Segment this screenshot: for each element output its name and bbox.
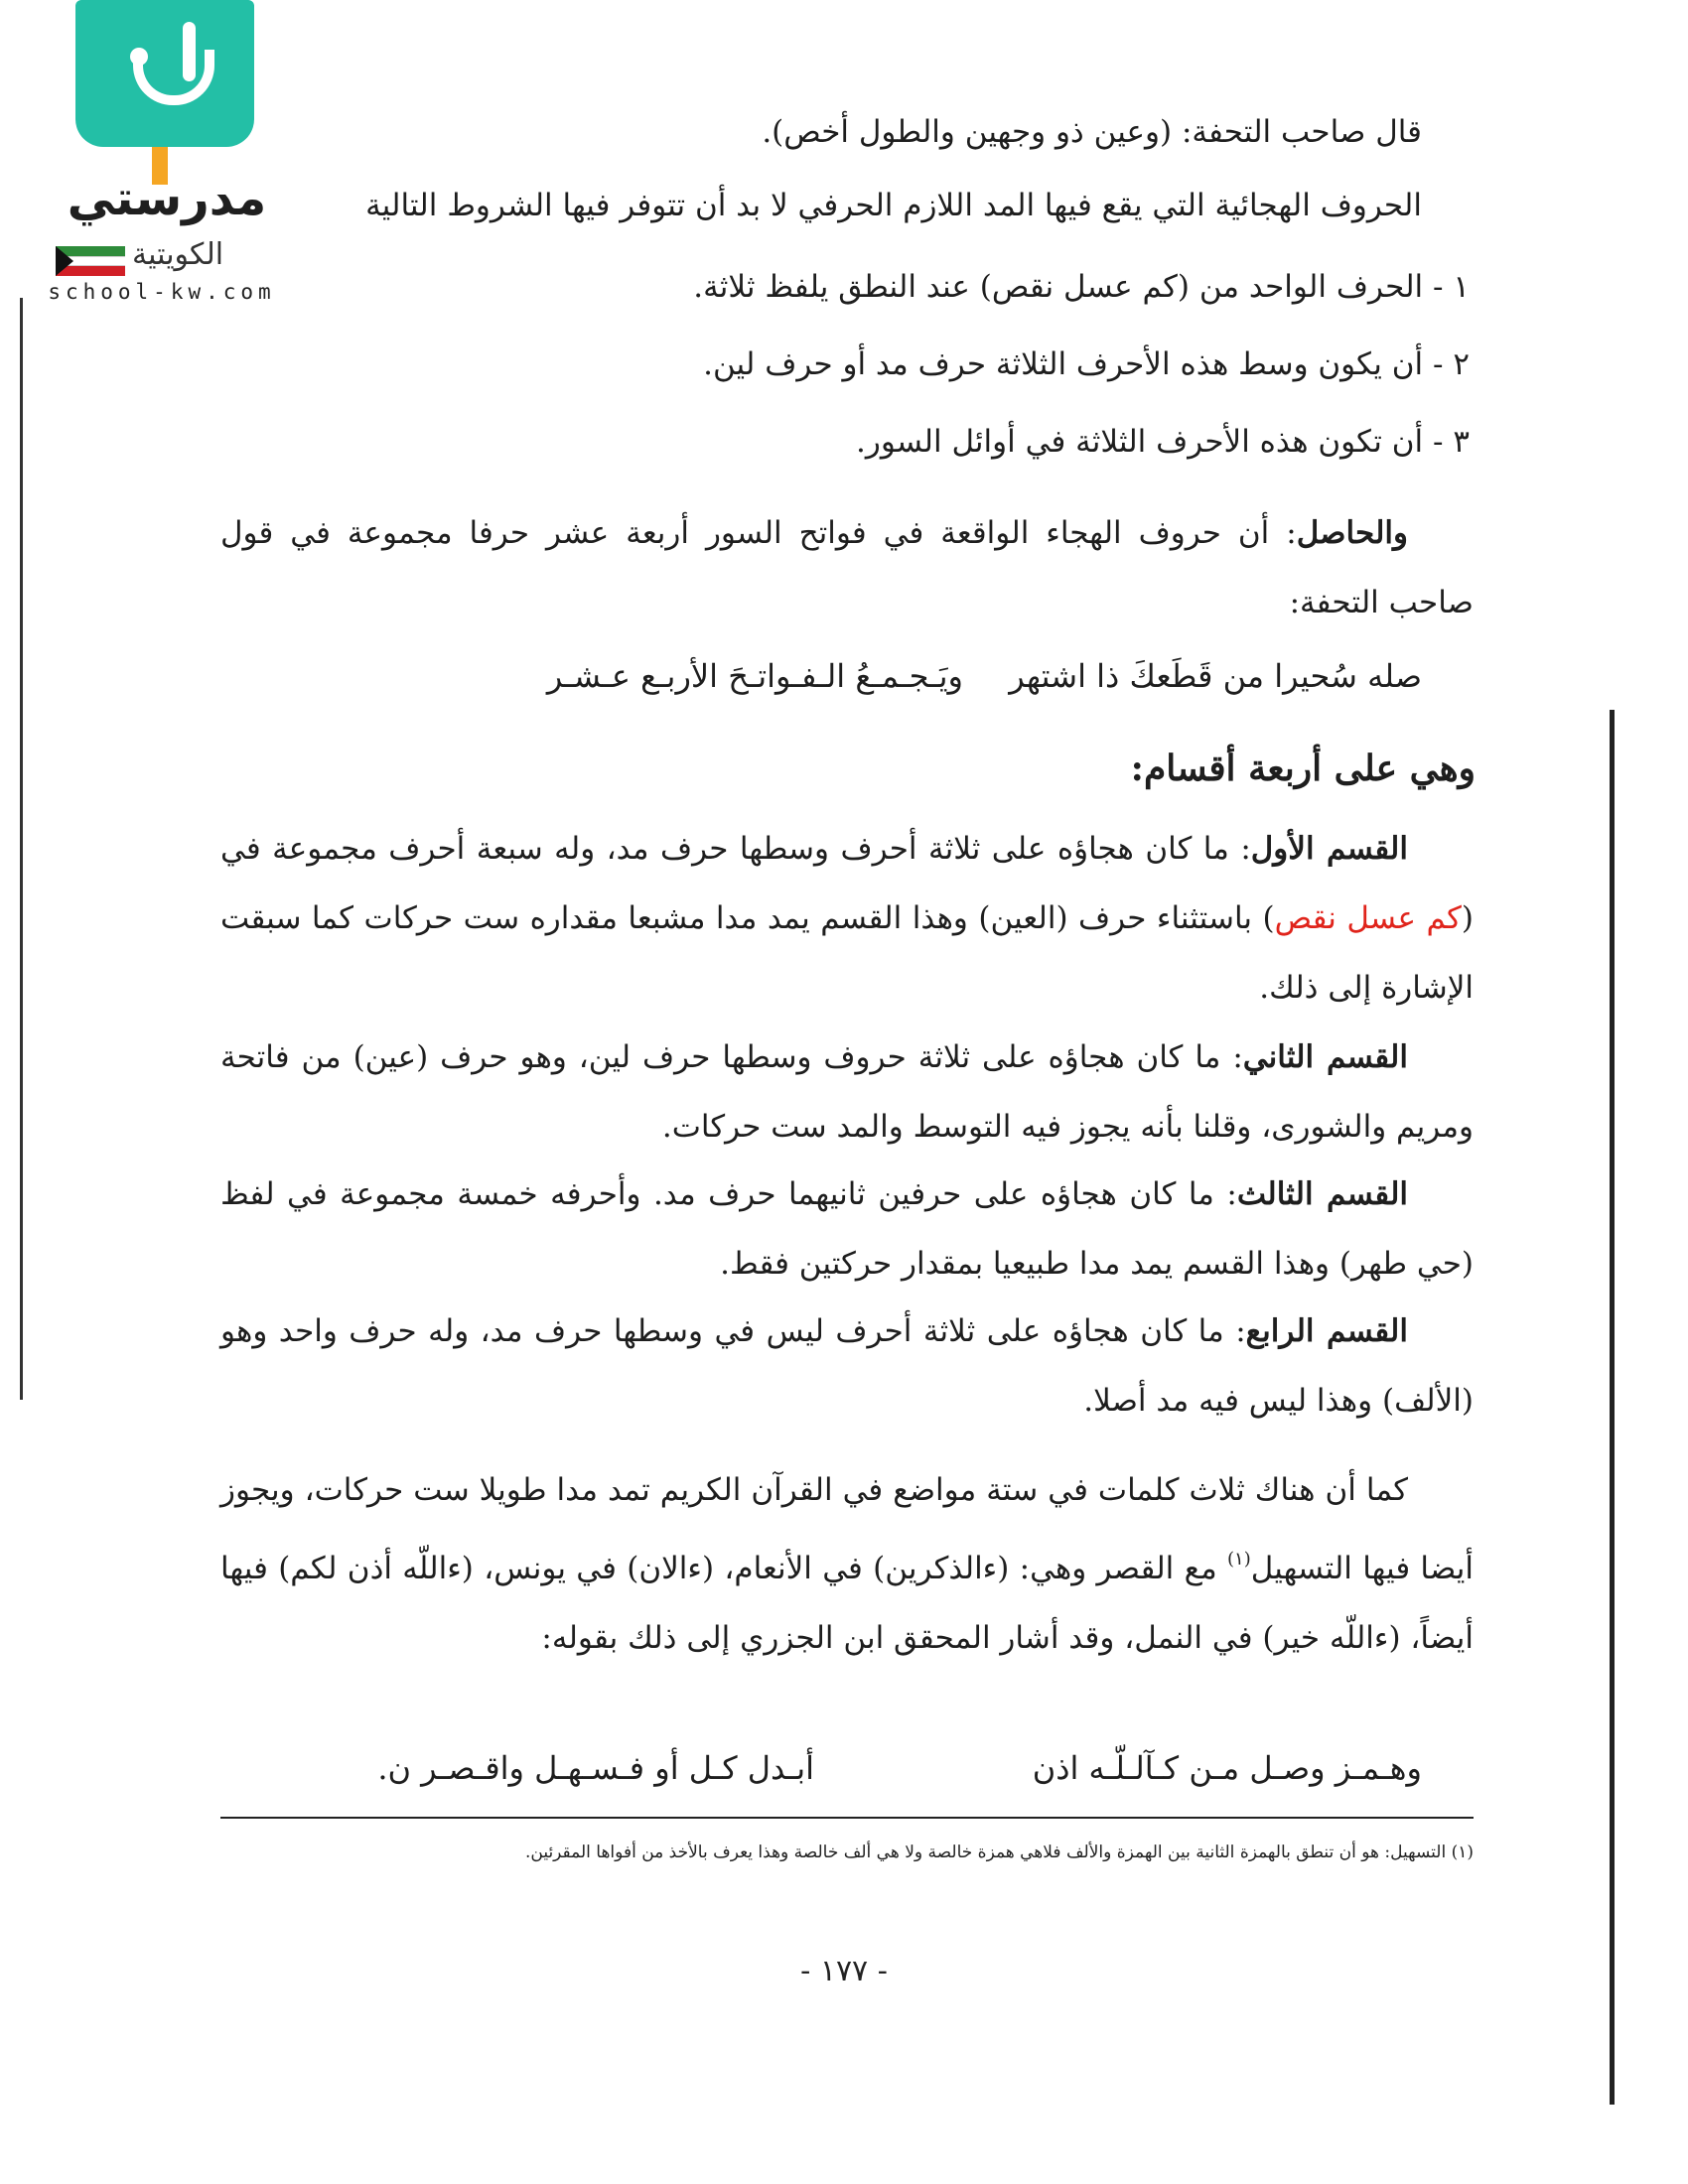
logo-url: school-kw.com bbox=[48, 280, 276, 304]
logo-smile bbox=[133, 50, 214, 105]
section-fourth-text: : ما كان هجاؤه على ثلاثة أحرف ليس في وسطها حرف مد، وله حرف واحد وهو (الألف) وهذا ليس فيه مد أصلا. bbox=[220, 1313, 1474, 1419]
section-fourth-label: القسم الرابع bbox=[1245, 1313, 1408, 1349]
section-heading: وهي على أربعة أقسام: bbox=[1130, 748, 1476, 789]
verse2-second-hemistich: أبـدل كـل أو فـسـهـل واقـصـر ن. bbox=[377, 1749, 814, 1787]
paragraph-section-third bbox=[220, 1160, 1474, 1298]
paragraph-tasheel bbox=[220, 1455, 1474, 1673]
page-number: - ١٧٧ - bbox=[800, 1954, 888, 1988]
tasheel-text-after: مع القصر وهي: (ءالذكرين) في الأنعام، (ءالان) في يونس، (ءاللّه أذن لكم) فيها أيضاً، (ءاللّه خير) في النمل، وقد أشار المحقق ابن الجزري إلى ذلك بقوله: bbox=[220, 1551, 1474, 1656]
section-second-text: : ما كان هجاؤه على ثلاثة حروف وسطها حرف لين، وهو حرف (عين) من فاتحة ومريم والشورى، وقلنا بأنه يجوز فيه التوسط والمد ست حركات. bbox=[220, 1039, 1474, 1145]
line-tuhfa-quote: قال صاحب التحفة: (وعين ذو وجهين والطول أخص). bbox=[762, 114, 1422, 150]
verse2-first-hemistich: وهـمـز وصـل مـن كـآلـلّـه اذن bbox=[1032, 1749, 1422, 1787]
section-third-label: القسم الثالث bbox=[1236, 1176, 1409, 1212]
section-first-label: القسم الأول bbox=[1250, 831, 1408, 867]
paragraph-section-first bbox=[220, 814, 1474, 1023]
logo-name: مدرستي bbox=[67, 171, 267, 226]
scan-edge-left bbox=[20, 298, 23, 1400]
logo-book-icon bbox=[75, 0, 254, 147]
paragraph-hasil bbox=[220, 498, 1474, 637]
section-second-label: القسم الثاني bbox=[1242, 1039, 1408, 1075]
hasil-label: والحاصل bbox=[1296, 515, 1408, 551]
verse1-first-hemistich: ويَـجـمـعُ الـفـواتـحَ الأربـع عـشـر bbox=[546, 657, 963, 695]
condition-3: ٣ - أن تكون هذه الأحرف الثلاثة في أوائل السور. bbox=[856, 424, 1470, 460]
scan-edge-right bbox=[1610, 710, 1615, 2105]
paragraph-section-fourth bbox=[220, 1297, 1474, 1435]
section-first-text-after: ) باستثناء حرف (العين) وهذا القسم يمد مدا مشبعا مقداره ست حركات كما سبقت الإشارة إلى ذلك. bbox=[220, 900, 1474, 1006]
kuwait-flag-icon bbox=[56, 246, 125, 276]
site-logo[interactable] bbox=[18, 0, 306, 308]
hasil-text: : أن حروف الهجاء الواقعة في فواتح السور أربعة عشر حرفا مجموعة في قول صاحب التحفة: bbox=[220, 515, 1474, 620]
footnote: (١) التسهيل: هو أن تنطق بالهمزة الثانية بين الهمزة والألف فلاهي همزة خالصة ولا هي ألف خالصة وهذا يعرف بالأخذ من أفواها المقرئين. bbox=[524, 1843, 1474, 1862]
paragraph-section-second bbox=[220, 1023, 1474, 1161]
condition-1: ١ - الحرف الواحد من (كم عسل نقص) عند النطق يلفظ ثلاثة. bbox=[693, 269, 1470, 305]
tasheel-text-before: كما أن هناك ثلاث كلمات في ستة مواضع في القرآن الكريم تمد مدا طويلا ست حركات، ويجوز أيضا فيها التسهيل bbox=[220, 1472, 1475, 1586]
section-first-text-before: : ما كان هجاؤه على ثلاثة أحرف وسطها حرف مد، وله سبعة أحرف مجموعة في ( bbox=[220, 831, 1474, 936]
footnote-reference[interactable]: (١) bbox=[1227, 1549, 1251, 1570]
section-first-highlight: كم عسل نقص bbox=[1274, 900, 1462, 936]
line-conditions-intro: الحروف الهجائية التي يقع فيها المد اللازم الحرفي لا بد أن تتوفر فيها الشروط التالية bbox=[365, 188, 1422, 223]
section-third-text: : ما كان هجاؤه على حرفين ثانيهما حرف مد. وأحرفه خمسة مجموعة في لفظ (حي طهر) وهذا القسم يمد مدا طبيعيا بمقدار حركتين فقط. bbox=[220, 1176, 1474, 1282]
logo-subtitle: الكويتية bbox=[132, 237, 224, 272]
condition-2: ٢ - أن يكون وسط هذه الأحرف الثلاثة حرف مد أو حرف لين. bbox=[703, 346, 1470, 382]
footnote-divider bbox=[220, 1817, 1474, 1819]
verse1-second-hemistich: صله سُحيرا من قَطَعكَ ذا اشتهر bbox=[1009, 657, 1422, 695]
